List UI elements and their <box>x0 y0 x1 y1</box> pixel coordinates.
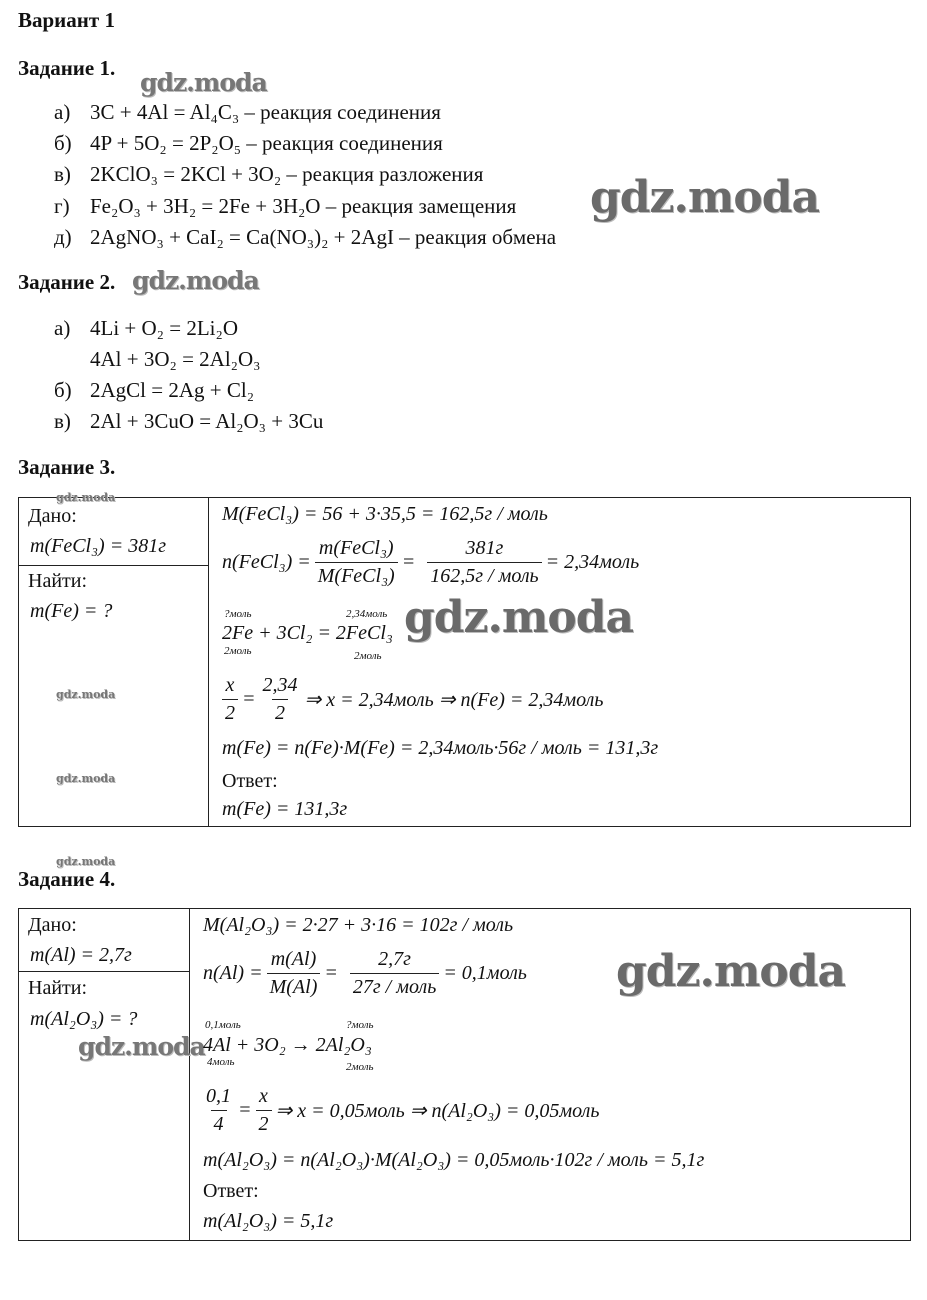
task4-proportion: $\frac{0,1}{4}$ = $\frac{x}{2}$ ⇒ x = 0,05моль ⇒ n(Al₂O₃) = 0,05моль <box>206 1085 600 1135</box>
task4-rx-below-al2o3: 2моль <box>346 1061 374 1073</box>
task2-item-b: б) 2AgCl = 2Ag + Cl₂ <box>54 378 255 402</box>
watermark: gdz.moda <box>78 1032 205 1061</box>
watermark: gdz.moda <box>616 946 846 997</box>
task1-item-b: б) 4P + 5O₂ = 2P₂O₅ – реакция соединения <box>54 131 443 155</box>
task4-reaction: 4Al + 3O₂ → 2Al₂O₃ <box>203 1034 372 1056</box>
watermark: gdz.moda <box>590 172 820 223</box>
task3-rx-above-fe: ?моль <box>224 608 252 620</box>
watermark: gdz.moda <box>132 266 259 295</box>
task4-moles: n(Al) = $\frac{m(Al)}{M(Al)}$ = $\frac{2,7г}{\text{27г / моль}}$ = 0,1моль <box>203 948 527 998</box>
task3-heading: Задание 3. <box>18 455 116 479</box>
task3-rx-below-fe: 2моль <box>224 645 252 657</box>
task4-divider <box>189 908 190 1241</box>
task3-answer-value: m(Fe) = 131,3г <box>222 798 348 820</box>
task3-given-value: m(FeCl₃) = 381г <box>30 535 167 557</box>
task4-answer-value: m(Al₂O₃) = 5,1г <box>203 1210 334 1232</box>
task1-heading: Задание 1. <box>18 56 116 80</box>
task3-find-label: Найти: <box>28 570 88 592</box>
task3-find-value: m(Fe) = ? <box>30 600 113 622</box>
task3-rx-below-fecl3: 2моль <box>354 650 382 662</box>
task4-molar-mass: M(Al₂O₃) = 2·27 + 3·16 = 102г / моль <box>203 914 514 936</box>
task1-item-c: в) 2KClO₃ = 2KCl + 3O₂ – реакция разложения <box>54 162 484 186</box>
task4-given-value: m(Al) = 2,7г <box>30 944 132 966</box>
task3-moles: n(FeCl₃) = $\frac{\text{m(FeCl₃)}}{\text{M(FeCl₃)}}$ = $\frac{381г}{\text{162,5г / моль}}$ = 2,34моль <box>222 537 640 587</box>
variant-title: Вариант 1 <box>18 8 115 32</box>
watermark: gdz.moda <box>140 68 267 97</box>
task3-given-label: Дано: <box>28 505 77 527</box>
task4-find-label: Найти: <box>28 977 88 999</box>
task3-rx-above-fecl3: 2,34моль <box>346 608 388 620</box>
task4-rx-above-al2o3: ?моль <box>346 1019 374 1031</box>
task4-find-value: m(Al₂O₃) = ? <box>30 1008 138 1030</box>
task3-proportion: $\frac{x}{2}$ = $\frac{2,34}{2}$ ⇒ x = 2,34моль ⇒ n(Fe) = 2,34моль <box>222 674 603 725</box>
watermark: gdz.moda <box>404 592 634 643</box>
task3-given-separator <box>18 565 209 566</box>
task4-given-label: Дано: <box>28 914 77 936</box>
task4-rx-below-al: 4моль <box>207 1056 235 1068</box>
task4-rx-above-al: 0,1моль <box>205 1019 241 1031</box>
task3-answer-label: Ответ: <box>222 770 278 792</box>
task3-reaction: 2Fe + 3Cl₂ = 2FeCl₃ <box>222 622 393 644</box>
task2-heading: Задание 2. <box>18 270 116 294</box>
task3-mass-calc: m(Fe) = n(Fe)·M(Fe) = 2,34моль·56г / моль = 131,3г <box>222 737 659 759</box>
watermark: gdz.moda <box>56 855 116 868</box>
task1-item-e: д) 2AgNO₃ + CaI₂ = Ca(NO₃)₂ + 2AgI – реакция обмена <box>54 225 557 249</box>
task4-given-separator <box>18 971 190 972</box>
task1-item-a: а) 3C + 4Al = Al₄C₃ – реакция соединения <box>54 100 441 124</box>
task3-molar-mass: M(FeCl₃) = 56 + 3·35,5 = 162,5г / моль <box>222 503 548 525</box>
watermark: gdz.moda <box>56 688 116 701</box>
task2-item-a2: 4Al + 3O₂ = 2Al₂O₃ <box>90 347 261 371</box>
task2-item-c: в) 2Al + 3CuO = Al₂O₃ + 3Cu <box>54 409 324 433</box>
task4-heading: Задание 4. <box>18 867 116 891</box>
task4-mass-calc: m(Al₂O₃) = n(Al₂O₃)·M(Al₂O₃) = 0,05моль·102г / моль = 5,1г <box>203 1149 705 1171</box>
task1-item-d: г) Fe₂O₃ + 3H₂ = 2Fe + 3H₂O – реакция замещения <box>54 194 517 218</box>
watermark: gdz.moda <box>56 491 116 504</box>
watermark: gdz.moda <box>56 772 116 785</box>
task2-item-a: а) 4Li + O₂ = 2Li₂O <box>54 316 238 340</box>
task3-divider <box>208 497 209 827</box>
task4-answer-label: Ответ: <box>203 1180 259 1202</box>
